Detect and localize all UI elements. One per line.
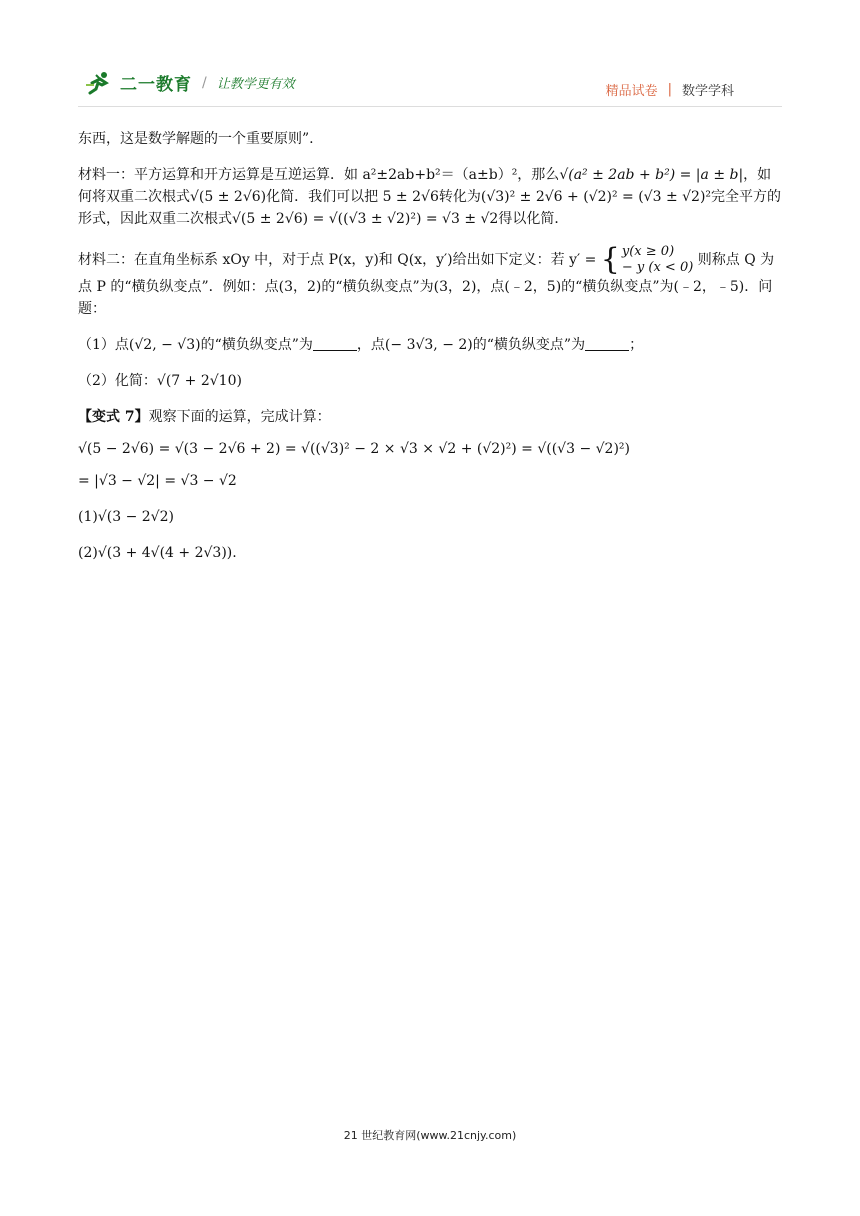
header-subject: 数学学科 <box>681 84 734 99</box>
logo-name: 二一教育 <box>120 75 192 95</box>
exercise-2-expression: √(3 + 4√(4 + 2√3)). <box>97 545 237 561</box>
document-body <box>78 128 784 578</box>
logo-divider: / <box>202 74 207 91</box>
formula-simplified: √(5 ± 2√6) = √((√3 ± √2)²) = √3 ± √2 <box>232 211 499 227</box>
intro-line: 东西，这是数学解题的一个重要原则”. <box>78 131 314 147</box>
material-one: 材料一：平方运算和开方运算是互逆运算．如 a²±2ab+b²＝（a±b）²，那么√(a² ± 2ab + b²) = |a ± b|，如何将双重二次根式√(5 ± 2√6)化简．我们可以把 5 ± 2√6转化为(√3)² ± 2√6 + (√2)² = (√3 ± √2)²完全平方的形式，因此双重二次根式√(5 ± 2√6) = √((√3 ± √2)²) = √3 ± √2得以化简． <box>78 167 782 227</box>
header-tag: 精品试卷 <box>605 84 658 99</box>
material-one-text-a: 材料一：平方运算和开方运算是互逆运算．如 a²±2ab+b²＝（a±b）²，那么 <box>78 167 560 183</box>
exercise-2: (2)√(3 + 4√(4 + 2√3)). <box>78 545 237 561</box>
runner-logo-icon <box>84 71 114 95</box>
expression-q2: √(7 + 2√10) <box>156 373 242 389</box>
exercise-1: (1)√(3 − 2√2) <box>78 509 174 525</box>
header-right <box>606 80 734 99</box>
logo <box>84 70 295 95</box>
answer-blank-1 <box>313 336 357 351</box>
calculation-line-2: = |√3 − √2| = √3 − √2 <box>78 473 237 489</box>
case-negative: − y (x < 0) <box>621 260 694 275</box>
piecewise-definition: { y(x ≥ 0) − y (x < 0) <box>600 242 694 277</box>
case-nonnegative: y(x ≥ 0) <box>621 244 675 259</box>
answer-blank-2 <box>585 336 629 351</box>
point-2: (− 3√3, − 2) <box>384 337 473 353</box>
variant-7-label: 【变式 7】 <box>78 409 149 425</box>
question-1: （1）点(√2, − √3)的“横负纵变点”为 ，点(− 3√3, − 2)的“横负纵变点”为 ； <box>78 337 644 353</box>
variant-7-heading: 【变式 7】观察下面的运算，完成计算： <box>78 409 331 425</box>
calculation-line-1: √(5 − 2√6) = √(3 − 2√6 + 2) = √((√3)² − 2 × √3 × √2 + (√2)²) = √((√3 − √2)²) <box>78 441 630 457</box>
exercise-1-expression: √(3 − 2√2) <box>97 509 174 525</box>
double-radical: √(5 ± 2√6) <box>190 189 267 205</box>
header-separator: | <box>667 82 672 97</box>
logo-slogan: 让教学更有效 <box>216 77 295 92</box>
material-two: 材料二：在直角坐标系 xOy 中，对于点 P(x，y)和 Q(x，y′)给出如下定义：若 y′ = { y(x ≥ 0) − y (x < 0) 则称点 Q 为点 P 的“横负纵变点”．例如：点(3，2)的“横负纵变点”为(3，2)，点(﹣2，5)的“横负纵变点”为(﹣2，﹣5)．问题： <box>78 242 775 317</box>
point-1: (√2, − √3) <box>128 337 201 353</box>
formula-sqrt-square: √(a² ± 2ab + b²) = |a ± b| <box>559 167 744 183</box>
header-divider <box>78 106 782 107</box>
page-footer: 21 世纪教育网(www.21cnjy.com) <box>343 1129 517 1142</box>
page-header <box>0 0 860 110</box>
formula-perfect-square: (√3)² ± 2√6 + (√2)² = (√3 ± √2)² <box>480 189 712 205</box>
question-2: （2）化简：√(7 + 2√10) <box>78 373 242 389</box>
